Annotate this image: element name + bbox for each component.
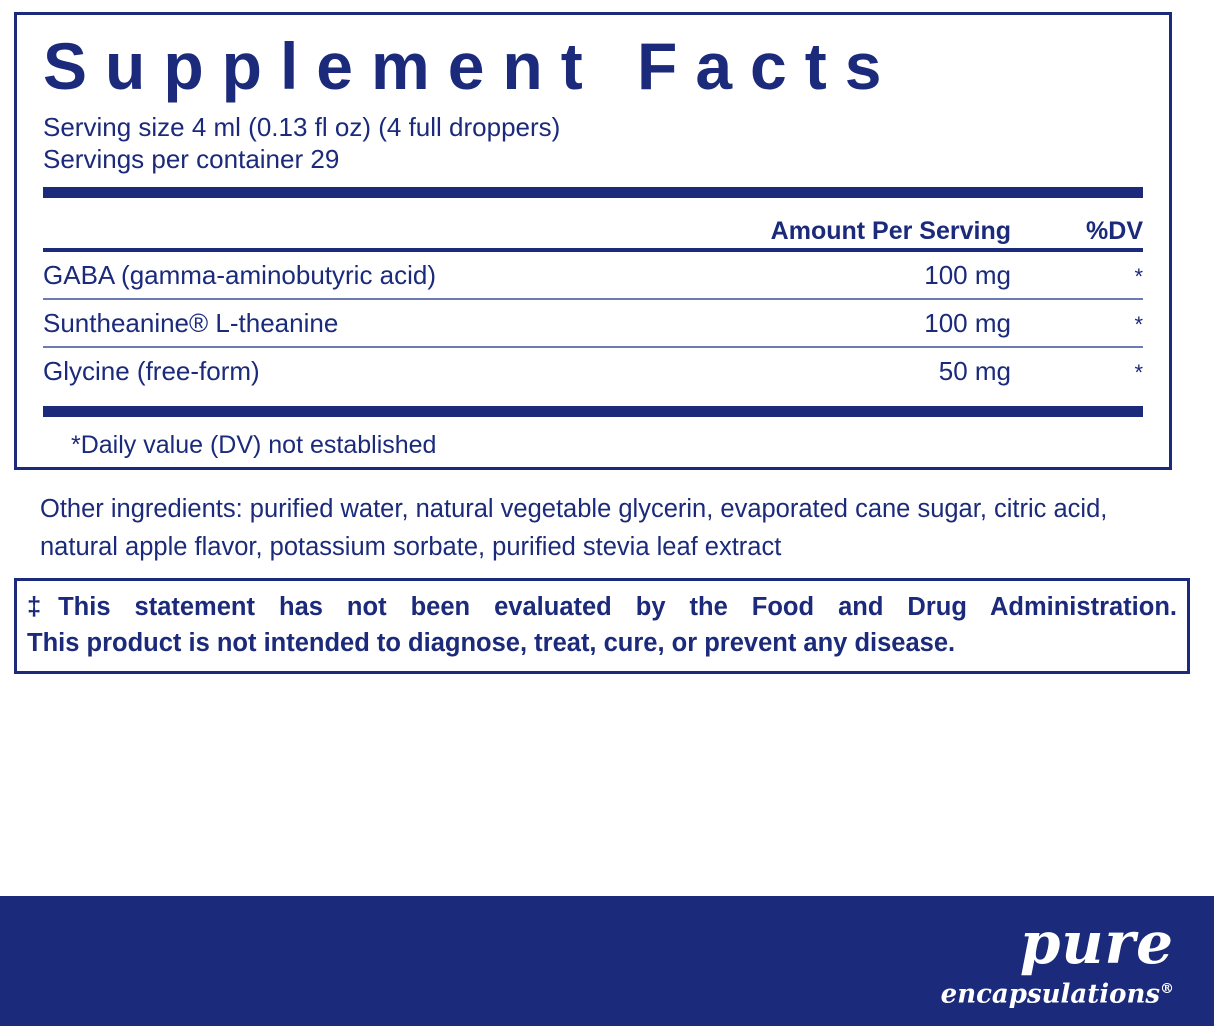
column-header-dv: %DV <box>1086 217 1143 245</box>
page-title: Supplement Facts <box>43 29 900 103</box>
nutrient-name: GABA (gamma-aminobutyric acid) <box>43 260 437 290</box>
supplement-facts-content <box>43 21 1143 460</box>
brand-subtitle-text <box>941 974 1174 1010</box>
nutrient-dv: * <box>1134 312 1143 337</box>
nutrient-amount: 100 mg <box>924 260 1011 290</box>
brand-subtitle-label: encapsulations <box>940 979 1160 1010</box>
fda-disclaimer-line-2: This product is not intended to diagnose, treat, cure, or prevent any disease. <box>27 629 956 657</box>
nutrient-name: Glycine (free-form) <box>43 356 260 386</box>
daily-value-footnote: *Daily value (DV) not established <box>71 431 437 459</box>
brand-logo <box>940 909 1174 1010</box>
brand-name-text: pure <box>1019 909 1174 977</box>
table-header-row <box>43 198 1143 248</box>
servings-per-container-text: Servings per container 29 <box>43 144 340 174</box>
table-row <box>43 348 1143 394</box>
nutrient-name: Suntheanine® L-theanine <box>43 308 339 338</box>
nutrient-dv: * <box>1134 264 1143 289</box>
divider-thick-top <box>43 187 1143 198</box>
table-row <box>43 252 1143 298</box>
other-ingredients-text: Other ingredients: purified water, natural vegetable glycerin, evaporated cane sugar, citric acid, natural apple flavor, potassium sorbate, purified stevia leaf extract <box>40 495 1108 561</box>
nutrient-amount: 100 mg <box>924 308 1011 338</box>
table-row <box>43 300 1143 346</box>
divider-thick-bottom <box>43 406 1143 417</box>
nutrient-dv: * <box>1134 360 1143 385</box>
fda-disclaimer-box <box>14 578 1190 674</box>
nutrient-amount: 50 mg <box>938 356 1011 386</box>
serving-size-text: Serving size 4 ml (0.13 fl oz) (4 full droppers) <box>43 112 561 142</box>
column-header-amount: Amount Per Serving <box>770 217 1011 245</box>
brand-footer-bar <box>0 896 1214 1026</box>
registered-trademark-icon: ® <box>1160 981 1174 997</box>
supplement-facts-panel <box>14 12 1172 470</box>
fda-disclaimer-line-1: ‡This statement has not been evaluated by the Food and Drug Administration. <box>27 593 1177 621</box>
